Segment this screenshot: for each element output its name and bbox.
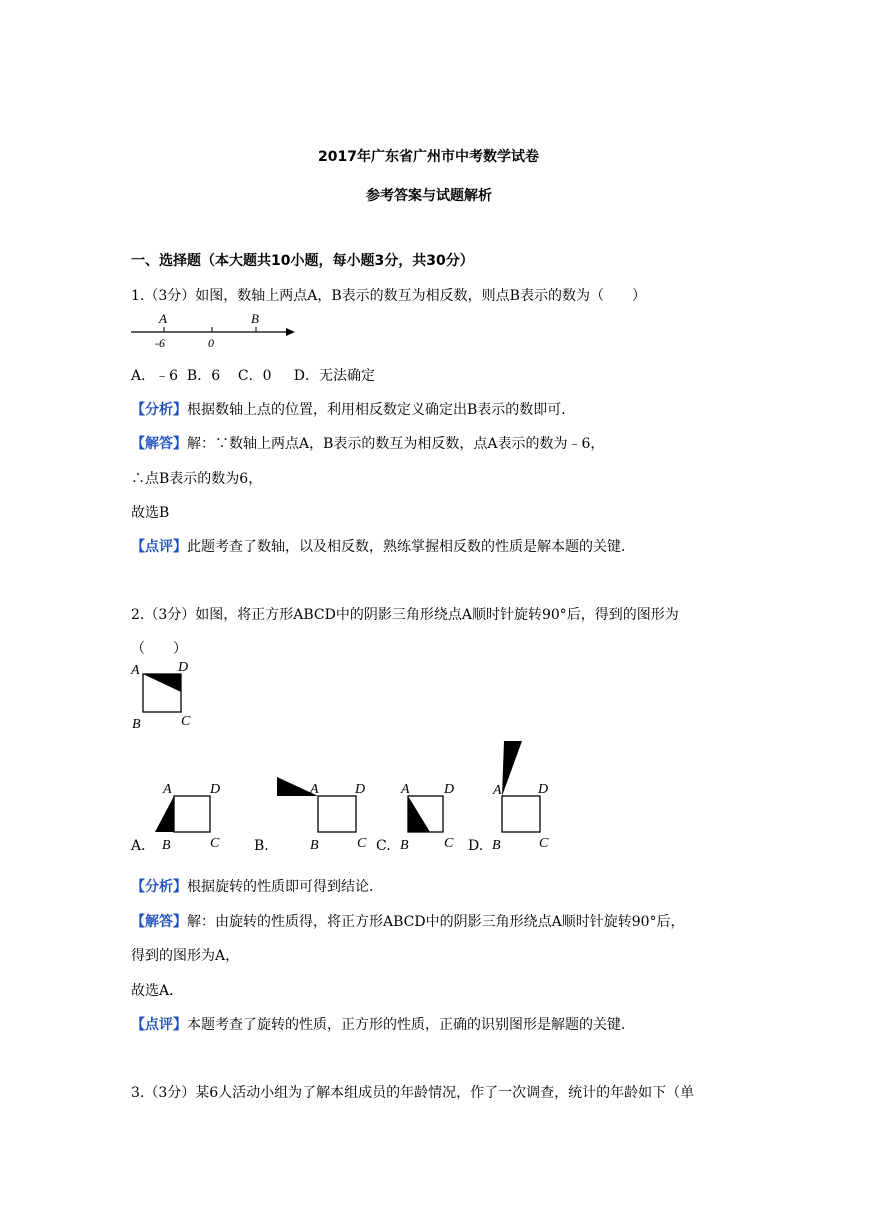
q2-stem: 2.（3分）如图，将正方形ABCD中的阴影三角形绕点A顺时针旋转90°后，得到的图形为 — [131, 607, 679, 623]
number-line-figure — [128, 310, 303, 352]
q1-stem: 1.（3分）如图，数轴上两点A，B表示的数互为相反数，则点B表示的数为（ ） — [131, 288, 646, 304]
label-b: B — [132, 717, 141, 730]
label-a: A — [131, 663, 140, 678]
answer-text: 解：由旋转的性质得，将正方形ABCD中的阴影三角形绕点A顺时针旋转90°后， — [187, 914, 685, 930]
label-c: C — [357, 836, 367, 851]
tick-neg6: -6 — [155, 336, 165, 350]
q1-choice: 故选B — [131, 505, 170, 521]
q2-analysis — [131, 876, 383, 896]
tick-zero: 0 — [208, 336, 214, 350]
doc-title: 2017年广东省广州市中考数学试卷 — [318, 149, 539, 165]
label-b: B — [310, 838, 319, 852]
comment-tag: 【点评】 — [131, 539, 187, 555]
q2-stem-line2: （ ） — [131, 641, 187, 657]
answer-text: 解：∵数轴上两点A，B表示的数互为相反数，点A表示的数为﹣6， — [187, 436, 605, 452]
analysis-tag: 【分析】 — [131, 879, 187, 895]
q1-answer — [131, 433, 604, 453]
label-a: A — [493, 783, 502, 798]
point-a-label: A — [159, 311, 167, 326]
analysis-text: 根据旋转的性质即可得到结论． — [187, 879, 383, 895]
analysis-text: 根据数轴上点的位置，利用相反数定义确定出B表示的数即可． — [187, 402, 576, 418]
label-b: B — [492, 838, 501, 852]
option-b-label: B. — [254, 838, 269, 854]
q1-analysis — [131, 399, 575, 419]
comment-text: 本题考查了旋转的性质，正方形的性质，正确的识别图形是解题的关键． — [187, 1017, 635, 1033]
label-c: C — [181, 714, 191, 729]
label-d: D — [538, 782, 549, 797]
option-c-label: C. — [376, 838, 391, 854]
square-figure — [128, 658, 198, 730]
option-a-label: A. — [131, 838, 146, 854]
option-a-figure — [150, 777, 235, 852]
comment-tag: 【点评】 — [131, 1017, 187, 1033]
option-c-figure — [394, 777, 464, 852]
q2-choice: 故选A． — [131, 983, 184, 999]
q2-answer-line2: 得到的图形为A， — [131, 948, 240, 964]
label-a: A — [310, 782, 319, 797]
comment-text: 此题考查了数轴，以及相反数，熟练掌握相反数的性质是解本题的关键． — [187, 539, 635, 555]
answer-tag: 【解答】 — [131, 914, 187, 930]
option-b-figure — [272, 777, 377, 852]
label-c: C — [210, 836, 220, 851]
label-c: C — [539, 836, 549, 851]
label-d: D — [210, 782, 221, 797]
label-d: D — [444, 782, 455, 797]
label-a: A — [163, 782, 172, 797]
analysis-tag: 【分析】 — [131, 402, 187, 418]
point-b-label: B — [251, 311, 259, 326]
q2-answer — [131, 911, 685, 931]
q3-stem: 3.（3分）某6人活动小组为了解本组成员的年龄情况，作了一次调查，统计的年龄如下（单 — [131, 1085, 695, 1101]
q1-answer-line2: ∴点B表示的数为6， — [131, 471, 263, 487]
label-b: B — [400, 838, 409, 852]
label-d: D — [178, 660, 189, 675]
q1-options: A．﹣6 B．6 C．0 D．无法确定 — [131, 368, 376, 384]
q1-comment — [131, 536, 635, 556]
doc-subtitle: 参考答案与试题解析 — [366, 188, 492, 204]
label-b: B — [162, 838, 171, 852]
label-d: D — [355, 782, 366, 797]
option-d-label: D. — [468, 838, 484, 854]
label-c: C — [444, 836, 454, 851]
q2-comment — [131, 1014, 635, 1034]
label-a: A — [401, 782, 410, 797]
section-heading: 一、选择题（本大题共10小题，每小题3分，共30分） — [131, 253, 474, 269]
option-d-figure — [486, 737, 556, 852]
answer-tag: 【解答】 — [131, 436, 187, 452]
